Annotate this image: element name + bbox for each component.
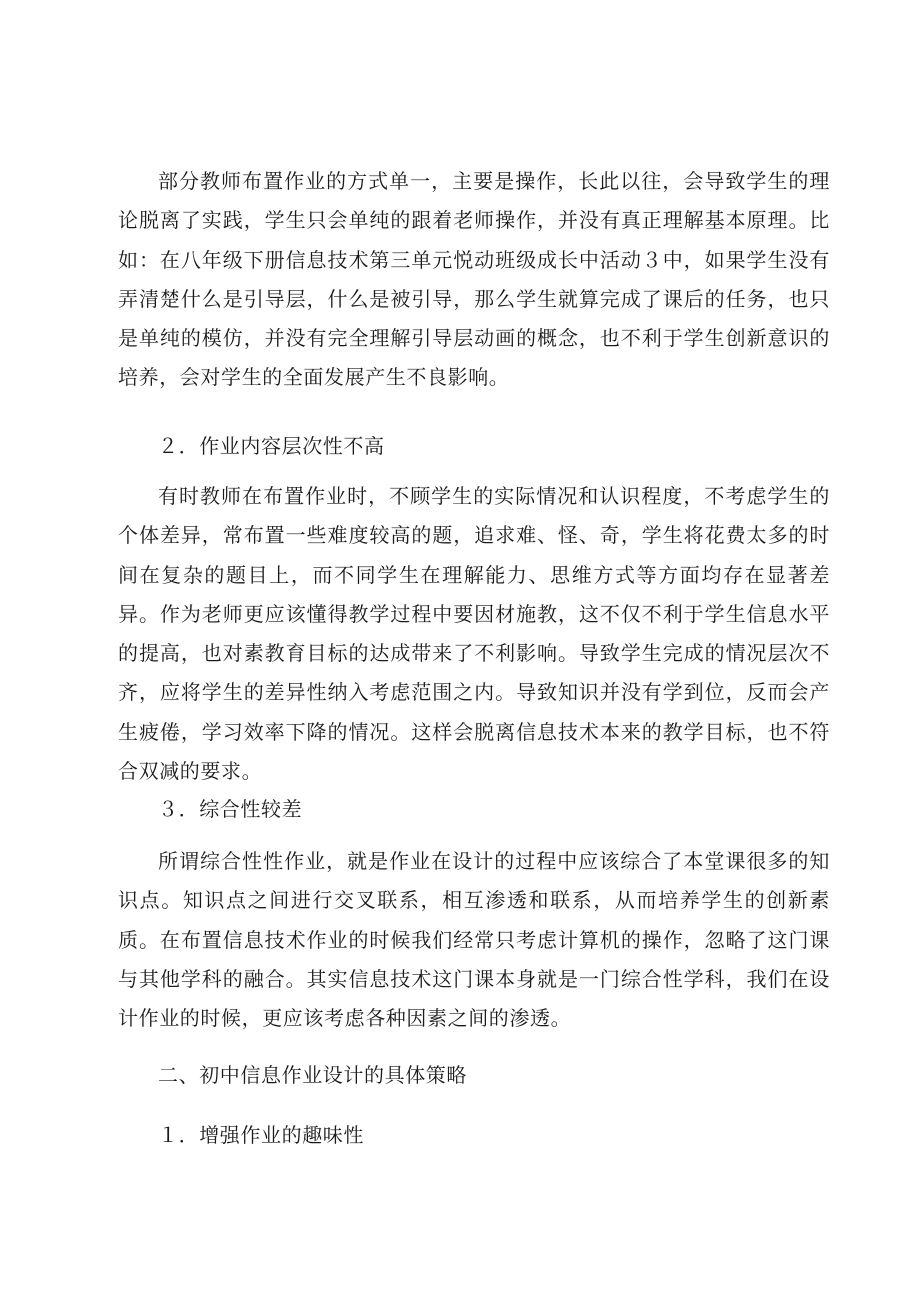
paragraph-3: 所谓综合性性作业，就是作业在设计的过程中应该综合了本堂课很多的知识点。知识点之间进行交叉联系，相互渗透和联系，从而培养学生的创新素质。在布置信息技术作业的时候我们经常只考虑计算机的操作，忽略了这门课与其他学科的融合。其实信息技术这门课本身就是一门综合性学科，我们在设计作业的时候，更应该考虑各种因素之间的渗透。: [118, 849, 830, 1031]
paragraph-2: 有时教师在布置作业时，不顾学生的实际情况和认识程度，不考虑学生的个体差异，常布置一些难度较高的题，追求难、怪、奇，学生将花费太多的时间在复杂的题目上，而不同学生在理解能力、思维方式等方面均存在显著差异。作为老师更应该懂得教学过程中要因材施教，这不仅不利于学生信息水平的提高，也对素教育目标的达成带来了不利影响。导致学生完成的情况层次不齐，应将学生的差异性纳入考虑范围之内。导致知识并没有学到位，反而会产生疲倦，学习效率下降的情况。这样会脱离信息技术本来的教学目标，也不符合双减的要求。: [118, 484, 830, 784]
heading-3: ３．综合性较差: [158, 797, 303, 821]
section-heading: 二、初中信息作业设计的具体策略: [158, 1063, 467, 1087]
heading-2: ２．作业内容层次性不高: [158, 434, 385, 458]
paragraph-1: 部分教师布置作业的方式单一，主要是操作，长此以往，会导致学生的理论脱离了实践，学生只会单纯的跟着老师操作，并没有真正理解基本原理。比如：在八年级下册信息技术第三单元悦动班级成长中活动３中，如果学生没有弄清楚什么是引导层，什么是被引导，那么学生就算完成了课后的任务，也只是单纯的模仿，并没有完全理解引导层动画的概念，也不利于学生创新意识的培养，会对学生的全面发展产生不良影响。: [118, 169, 830, 390]
heading-4: １．增强作业的趣味性: [158, 1123, 364, 1147]
